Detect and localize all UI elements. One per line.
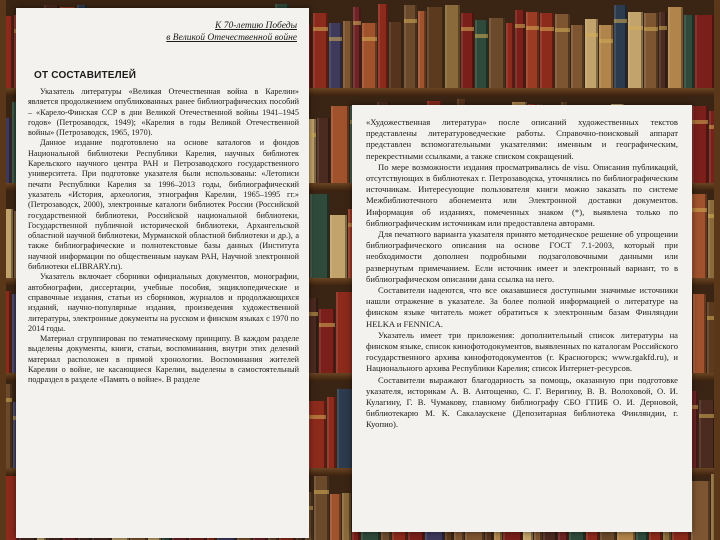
- book-band: [540, 27, 554, 31]
- book-spine: [684, 15, 694, 88]
- book-band: [659, 26, 667, 30]
- book-spine: [319, 309, 335, 373]
- left-paragraph-4: Материал сгруппирован по тематическому принципу. В каждом разделе выделены документы, книги, статьи, воспоминания, внутри этих делений материал расположен в прямой хронологии. Воспоминания жителей Карелии о войне, не касающиеся Карелии, выделены в самостоятельный подраздел в разделе «Память о войне». В разделе: [28, 334, 299, 385]
- book-band: [692, 120, 708, 124]
- right-paragraph-1: «Художественная литература» после описаний художественных текстов представлены литературоведческие работы. Справочно-поисковый аппарат представлен вспомогательными указателями: именным и географическим, перекрестными ссылками, а также списком сокращений.: [366, 117, 678, 161]
- book-spine: [506, 23, 514, 88]
- book-spine: [628, 12, 643, 88]
- book-spine: [614, 5, 627, 88]
- book-spine: [331, 106, 349, 183]
- book-spine: [692, 106, 708, 183]
- book-band: [475, 34, 488, 38]
- right-paragraph-3: Для печатного варианта указателя принято методическое решение об упрощении библиографического описания на основе ГОСТ 7.1-2003, который при необходимости дополнен подробными подзаголовочными данными или развернутым примечанием. Если источник имеет и электронный вариант, то в библиографическом описании дана ссылка на него.: [366, 229, 678, 284]
- book-spine: [540, 13, 554, 88]
- book-spine: [313, 13, 328, 88]
- book-spine: [310, 194, 329, 278]
- book-spine: [691, 194, 707, 278]
- epigraph: [28, 20, 297, 44]
- book-spine: [695, 15, 714, 88]
- book-band: [555, 28, 570, 32]
- book-band: [313, 27, 328, 31]
- frame-right: [714, 0, 720, 540]
- left-page: [16, 8, 309, 538]
- epigraph-line-2: в Великой Отечественной войне: [166, 33, 297, 43]
- book-band: [362, 37, 377, 41]
- book-spine: [699, 400, 715, 468]
- book-band: [526, 26, 539, 30]
- section-title: ОТ СОСТАВИТЕЛЕЙ: [34, 70, 137, 81]
- book-spine: [691, 481, 710, 540]
- right-paragraph-4: Составители надеются, что все оказавшиеся доступными значимые источники нашли отражение в указателе. За более полной информацией о литературе на финском языке читатель может обратиться к электронным базам Финляндии HELKA и FENNICA.: [366, 285, 678, 329]
- book-spine: [427, 7, 444, 88]
- book-band: [614, 19, 627, 23]
- book-spine: [362, 23, 377, 88]
- frame-left: [0, 0, 6, 540]
- left-paragraph-3: Указатель включает сборники официальных документов, монографии, автобиографии, диссертации, учебные пособия, энциклопедические и справочные издания, статьи из сборников, журналов и продолжающихся изданий, научно-популярные издания, произведения художественной литературы, электронные документы на русском и финском языках с 1970 по 2014 годы.: [28, 272, 299, 333]
- book-band: [644, 27, 658, 31]
- book-band: [599, 39, 613, 43]
- book-band: [329, 37, 342, 41]
- book-band: [699, 414, 715, 418]
- book-band: [628, 26, 643, 30]
- book-spine: [330, 494, 341, 540]
- book-band: [515, 24, 525, 28]
- book-spine: [461, 13, 474, 88]
- book-spine: [343, 21, 352, 88]
- book-spine: [659, 12, 667, 88]
- book-band: [314, 490, 329, 494]
- left-paragraph-2: Данное издание подготовлено на основе каталогов и фондов Национальной библиотеки Республики Карелия, научных библиотек Карельского научного центра РАН и Петрозаводского государственного университета. При подготовке указателя были использованы: «Летописи печати Республики Карелия за 1996–2013 годы, библиографический указатель «История, археология, этнография Карелии, 1965–1995 гг.» (Петрозаводск, 2000), электронные каталоги библиотек России (Российской государственной библиотеки, Российской национальной библиотеки, Государственной публичной исторической библиотеки, Архангельской областной научной библиотеки, Мурманской областной библиотеки и др.), а также библиографические и полнотекстовые базы данных (Института научной информации по общественным наукам РАН, Научной электронной библиотеки eLIBRARY.ru).: [28, 138, 299, 272]
- right-page: [352, 105, 692, 532]
- book-spine: [445, 5, 460, 88]
- right-paragraph-6: Составители выражают благодарность за помощь, оказанную при подготовке указателя, историкам А. В. Антощенко, С. Г. Веригину, В. В. Волоховой, О. И. Кулагину, Г. В. Чумакову, главному библиографу СБО ГПИБ О. И. Дерновой, библиотекарю М. К. Сакалаускене (Депозитарная библиотека Финляндии, г. Куопио).: [366, 374, 678, 430]
- book-spine: [668, 7, 683, 88]
- book-spine: [693, 294, 706, 373]
- book-band: [461, 27, 474, 31]
- book-band: [319, 323, 335, 327]
- book-band: [585, 33, 598, 37]
- book-spine: [571, 25, 584, 88]
- book-spine: [314, 476, 329, 540]
- book-spine: [308, 401, 326, 468]
- book-spine: [329, 23, 342, 88]
- book-spine: [353, 7, 361, 88]
- book-spine: [515, 10, 525, 88]
- book-spine: [389, 22, 403, 88]
- book-spine: [404, 5, 417, 88]
- book-spine: [599, 25, 613, 88]
- right-paragraph-2: По мере возможности издания просматривались de visu. Описания публикаций, отсутствующих в библиотеках г. Петрозаводска, уточнялись по библиографическим источникам. Интересующие пользователя книги можно заказать по системе Межбиблиотечного абонемента или Электронной доставки документов. Информация об изданиях, помеченных знаком (*), выявлена только по библиографическим источникам или предоставлена авторами.: [366, 161, 678, 228]
- book-spine: [585, 19, 598, 88]
- book-spine: [342, 493, 351, 540]
- book-spine: [644, 13, 658, 88]
- book-band: [404, 19, 417, 23]
- left-paragraph-1: Указатель литературы «Великая Отечественная война в Карелии» является продолжением опубликованных ранее библиографических пособий – «Карело-Финская ССР в дни Великой Отечественной войны 1941–1945 годов» (Петрозаводск, 1949); «Карелия в годы Великой Отечественной войны» (Петрозаводск, 1965, 1970).: [28, 87, 299, 138]
- book-spine: [327, 397, 336, 468]
- book-band: [308, 415, 326, 419]
- epigraph-line-1: К 70-летию Победы: [215, 21, 297, 31]
- book-spine: [526, 12, 539, 88]
- book-spine: [555, 14, 570, 88]
- book-spine: [317, 118, 330, 183]
- book-band: [353, 21, 361, 25]
- book-spine: [475, 20, 488, 88]
- right-paragraph-5: Указатель имеет три приложения: дополнительный список литературы на финском языке, список кинофотодокументов, выявленных по каталогам Российского государственного архива кинофотодокументов (г. Красногорск; www.rgakfd.ru), и Национального архива Республики Карелия; список Интернет-ресурсов.: [366, 329, 678, 374]
- book-spine: [330, 215, 347, 278]
- book-band: [691, 208, 707, 212]
- book-spine: [418, 11, 426, 88]
- book-spine: [378, 4, 388, 88]
- book-spine: [489, 18, 505, 88]
